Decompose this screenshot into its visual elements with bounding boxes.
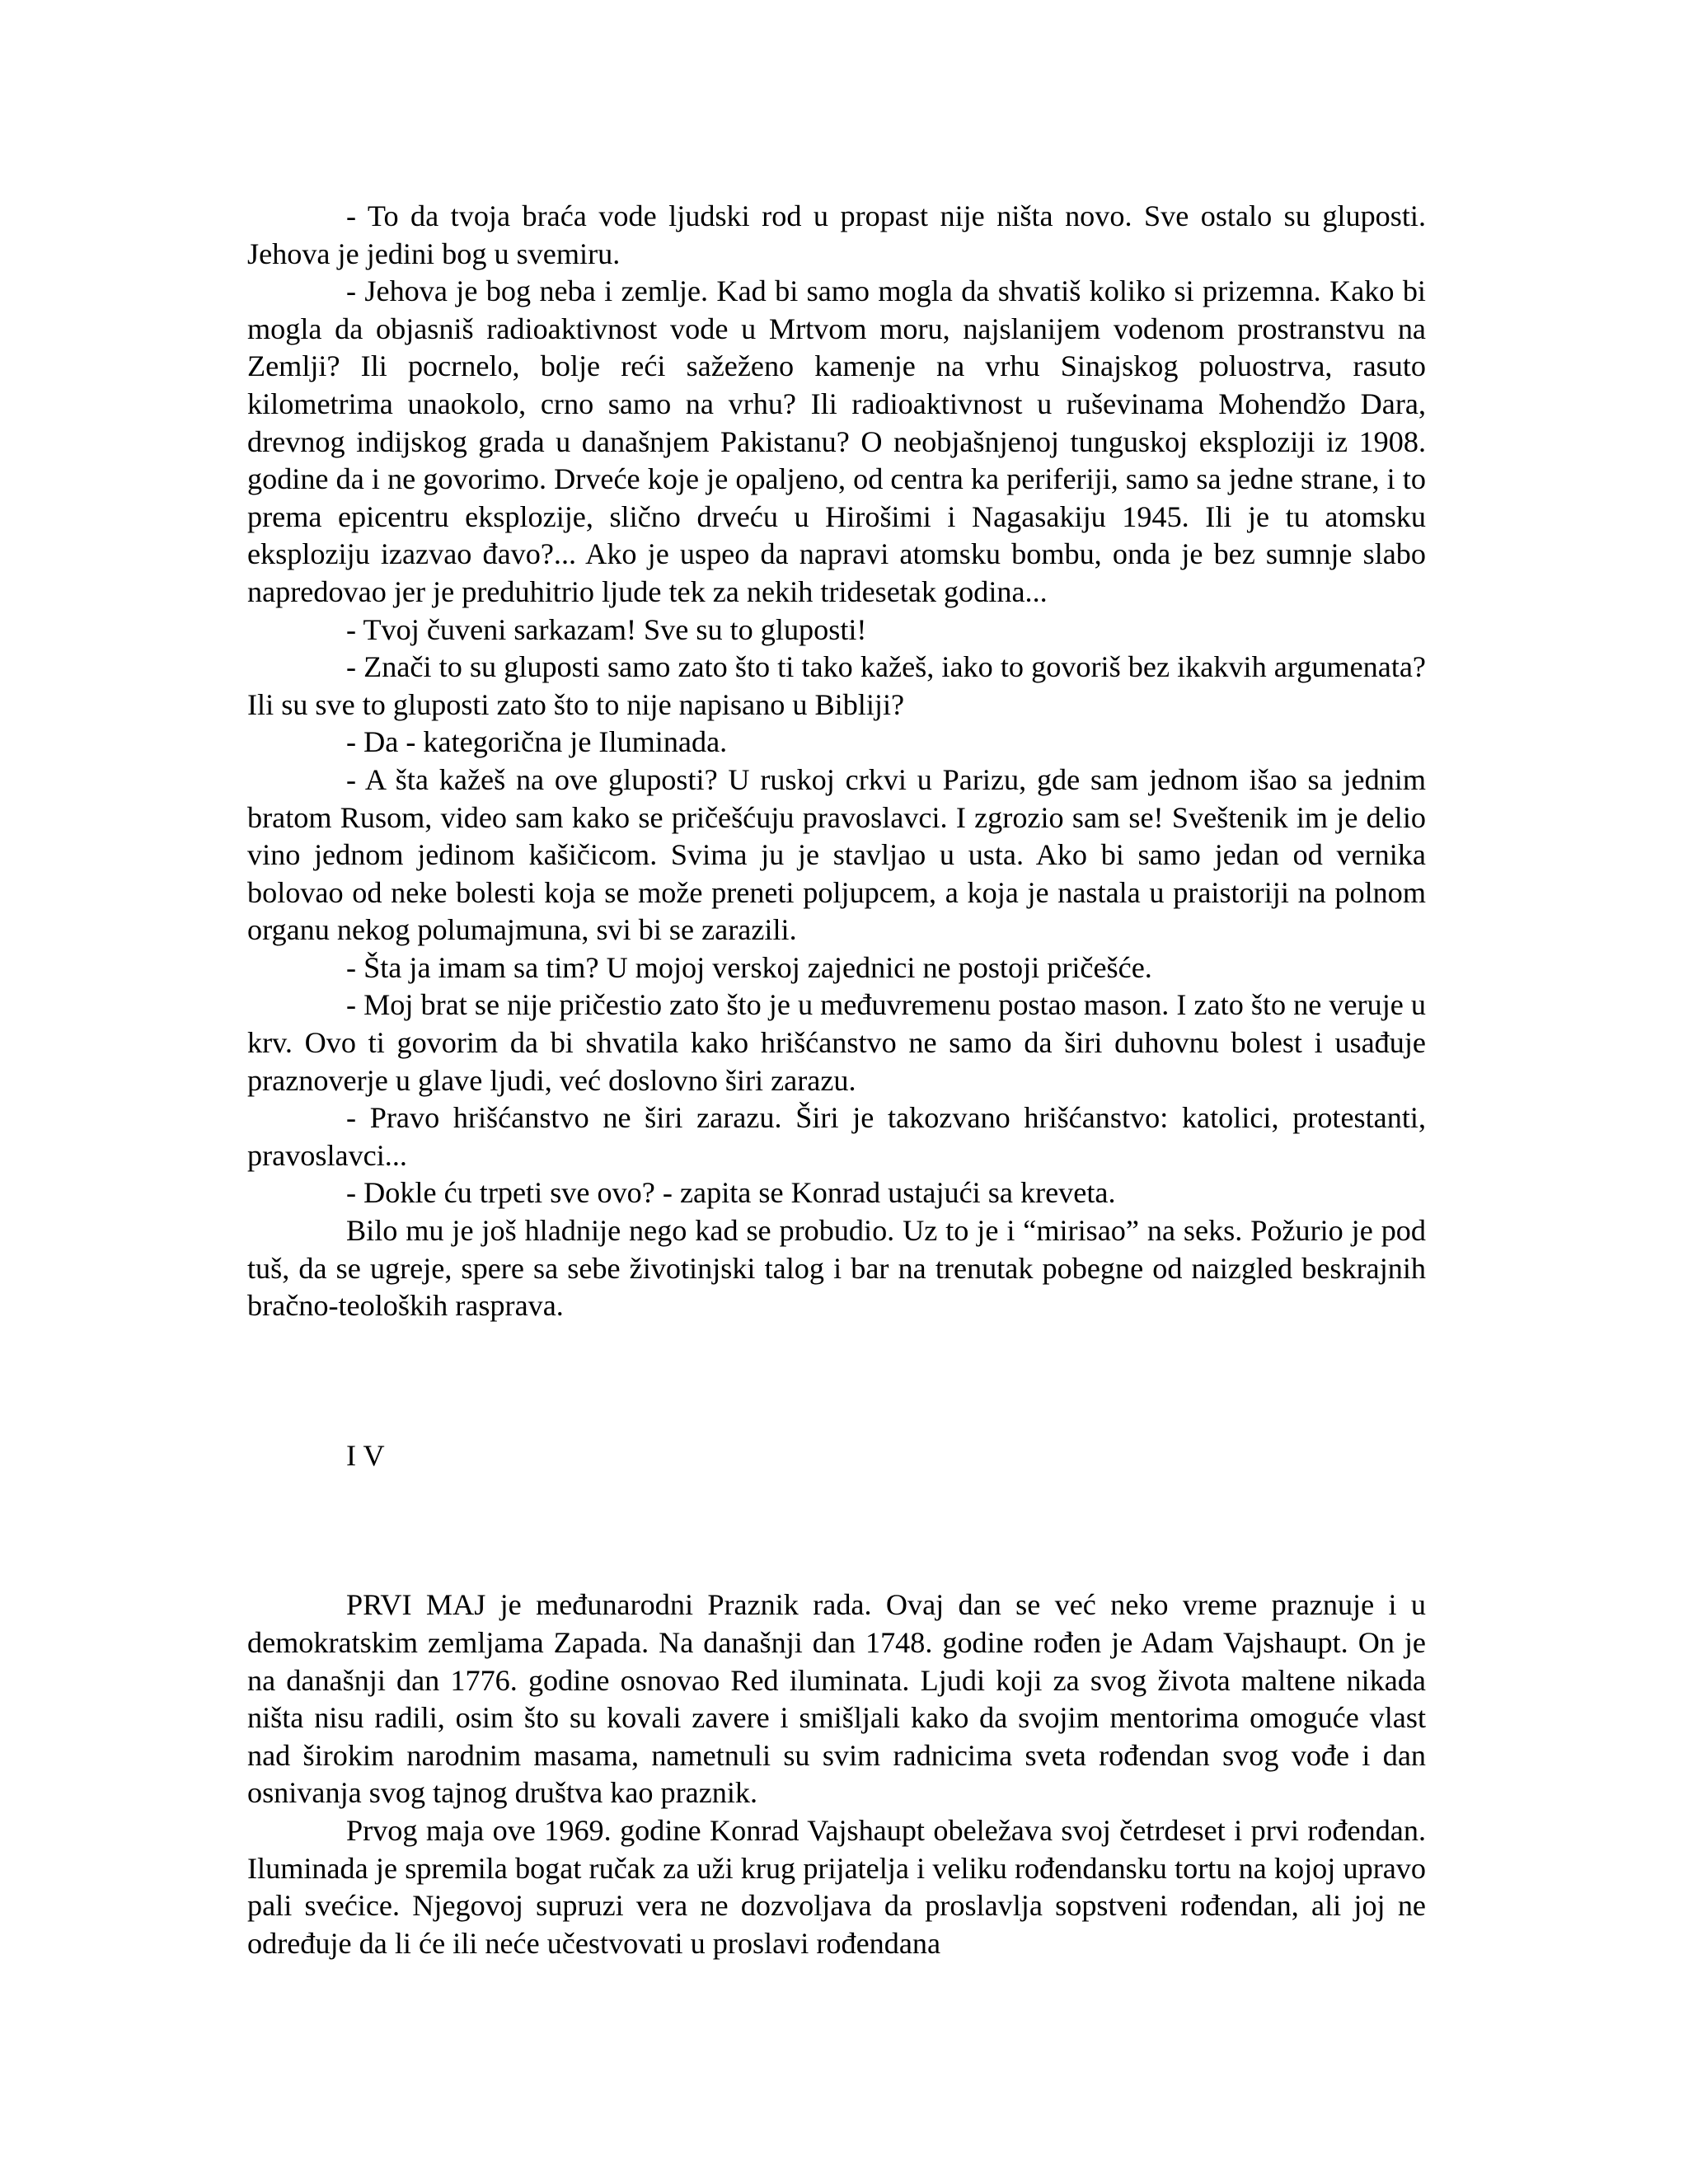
paragraph: - Znači to su gluposti samo zato što ti tako kažeš, iako to govoriš bez ikakvih argumenata? Ili su sve to gluposti zato što to nije napisano u Bibliji? [247,650,1426,721]
paragraph: Bilo mu je još hladnije nego kad se probudio. Uz to je i “mirisao” na seks. Požurio je pod tuš, da se ugreje, spere sa sebe životinjski talog i bar na trenutak pobegne od naizgled beskrajnih bračno-teoloških rasprava. [247,1214,1426,1323]
document-page [247,198,1426,1962]
paragraph: Prvog maja ove 1969. godine Konrad Vajshaupt obeležava svoj četrdeset i prvi rođendan. Iluminada je spremila bogat ručak za uži krug prijatelja i veliku rođendansku tortu na kojoj upravo pali svećice. Njegovoj supruzi vera ne dozvoljava da proslavlja sopstveni rođendan, ali joj ne određuje da li će ili neće učestvovati u proslavi rođendana [247,1813,1426,1960]
paragraph: - Tvoj čuveni sarkazam! Sve su to gluposti! [346,612,867,646]
spacer [247,1325,1426,1437]
paragraph: PRVI MAJ je međunarodni Praznik rada. Ovaj dan se već neko vreme praznuje i u demokratskim zemljama Zapada. Na današnji dan 1748. godine rođen je Adam Vajshaupt. On je na današnji dan 1776. godine osnovao Red iluminata. Ljudi koji za svog života maltene nikada ništa nisu radili, osim što su kovali zavere i smišljali kako da svojim mentorima omoguće vlast nad širokim narodnim masama, nametnuli su svim radnicima sveta rođendan svog vođe i dan osnivanja svog tajnog društva kao praznik. [247,1588,1426,1810]
paragraph: - To da tvoja braća vode ljudski rod u propast nije ništa novo. Sve ostalo su gluposti. Jehova je jedini bog u svemiru. [247,199,1426,270]
chapter-heading: I V [346,1438,385,1472]
paragraph: - Da - kategorična je Iluminada. [346,725,728,759]
paragraph: - Jehova je bog neba i zemlje. Kad bi samo mogla da shvatiš koliko si prizemna. Kako bi mogla da objasniš radioaktivnost vode u Mrtvom moru, najslanijem vodenom prostranstvu na Zemlji? Ili pocrnelo, bolje reći sažeženo kamenje na vrhu Sinajskog poluostrva, rasuto kilometrima unaokolo, crno samo na vrhu? Ili radioaktivnost u ruševinama Mohendžo Dara, drevnog indijskog grada u današnjem Pakistanu? O neobjašnjenoj tunguskoj eksploziji iz 1908. godine da i ne govorimo. Drveće koje je opaljeno, od centra ka periferiji, samo sa jedne strane, i to prema epicentru eksplozije, slično drveću u Hirošimi i Nagasakiju 1945. Ili je tu atomsku eksploziju izazvao đavo?... Ako je uspeo da napravi atomsku bombu, onda je bez sumnje slabo napredovao jer je preduhitrio ljude tek za nekih tridesetak godina... [247,274,1426,608]
paragraph: - Šta ja imam sa tim? U mojoj verskoj zajednici ne postoji pričešće. [346,950,1152,984]
paragraph: - Dokle ću trpeti sve ovo? - zapita se Konrad ustajući sa kreveta. [346,1176,1116,1210]
paragraph: - Pravo hrišćanstvo ne širi zarazu. Širi je takozvano hrišćanstvo: katolici, protestanti, pravoslavci... [247,1101,1426,1172]
paragraph: - Moj brat se nije pričestio zato što je u međuvremenu postao mason. I zato što ne veruje u krv. Ovo ti govorim da bi shvatila kako hrišćanstvo ne samo da širi duhovnu bolest i usađuje praznoverje u glave ljudi, već doslovno širi zarazu. [247,988,1426,1097]
spacer [247,1474,1426,1586]
paragraph: - A šta kažeš na ove gluposti? U ruskoj crkvi u Parizu, gde sam jednom išao sa jednim bratom Rusom, video sam kako se pričešćuju pravoslavci. I zgrozio sam se! Sveštenik im je delio vino jednom jedinom kašičicom. Svima ju je stavljao u usta. Ako bi samo jedan od vernika bolovao od neke bolesti koja se može preneti poljupcem, a koja je nastala u praistoriji na polnom organu nekog polumajmuna, svi bi se zarazili. [247,762,1426,947]
